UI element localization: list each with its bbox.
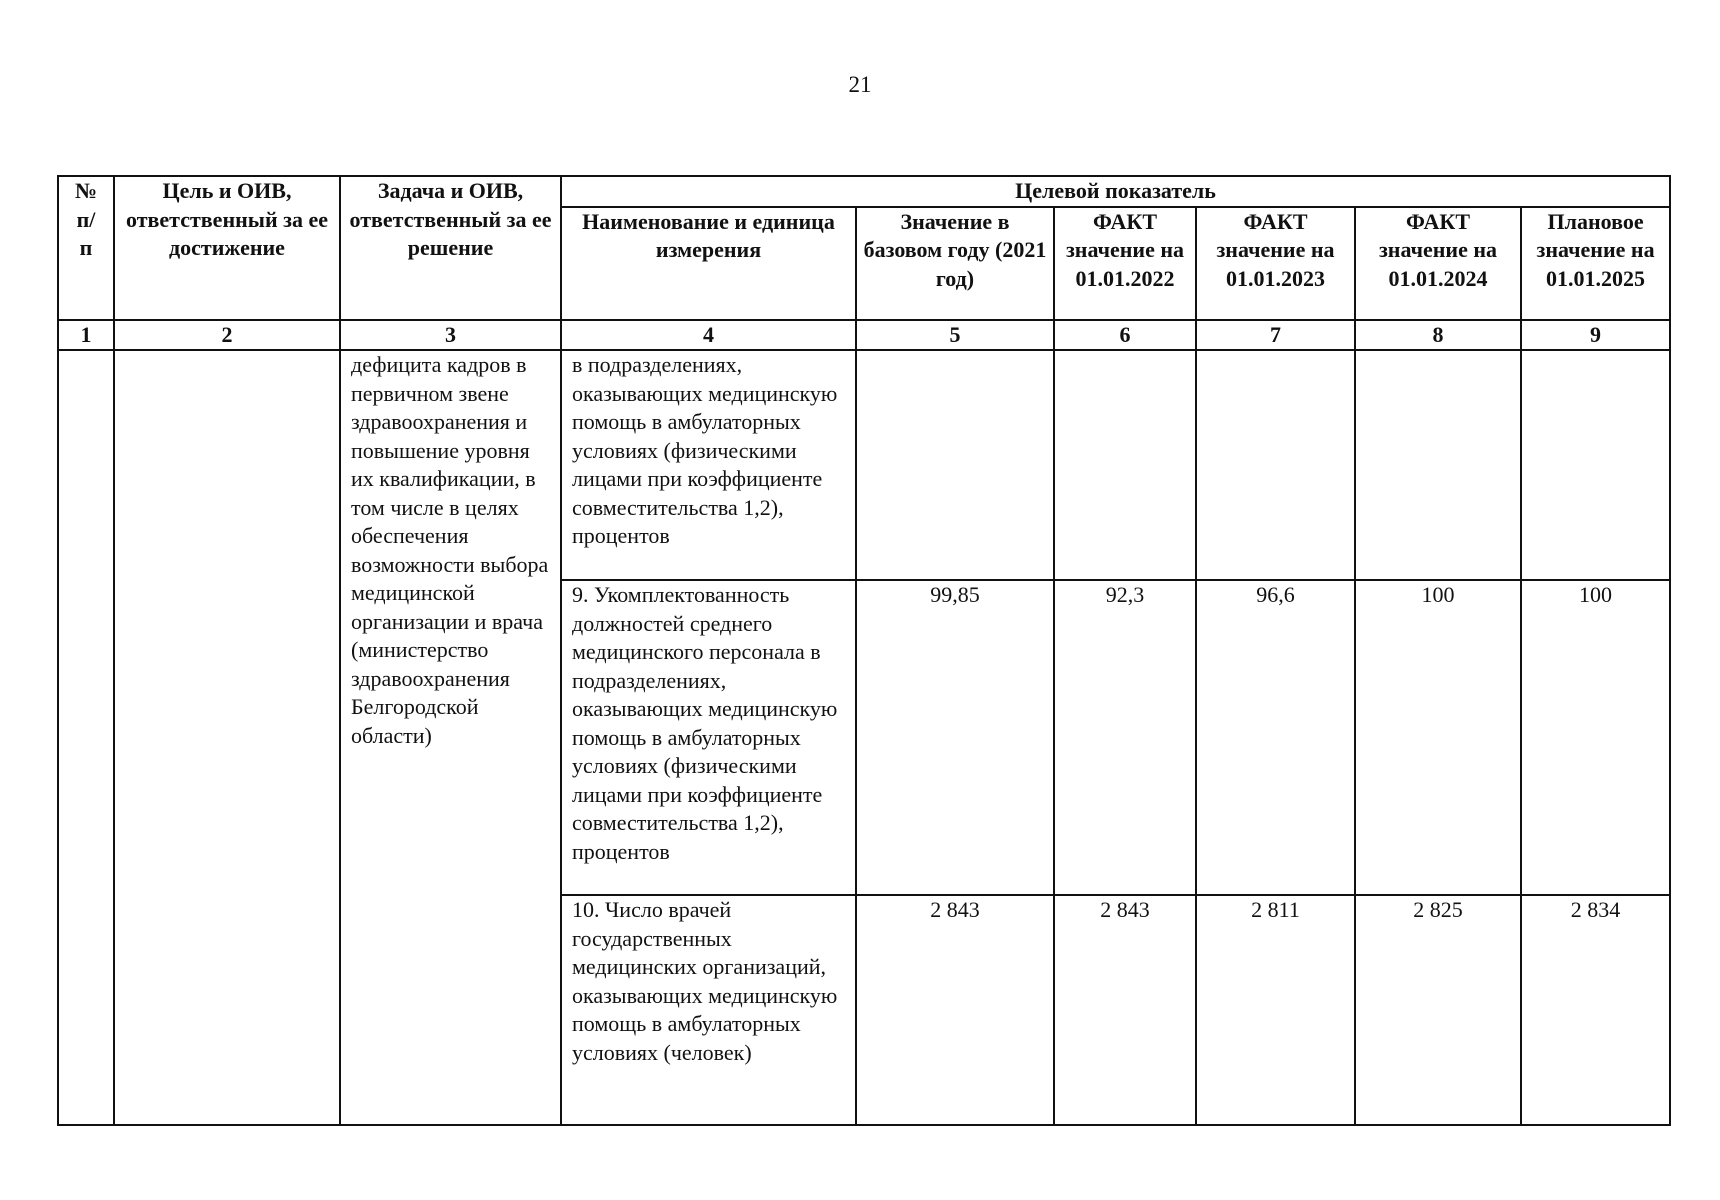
column-index: 2 (114, 320, 340, 350)
table-row (58, 350, 1670, 580)
plan-2025-cell: 2 834 (1521, 895, 1670, 1125)
plan-2025-cell (1521, 350, 1670, 580)
header-indicator-name: Наименование и единица измерения (561, 207, 856, 321)
task-cell (340, 350, 561, 1125)
fact-2024-cell (1355, 350, 1521, 580)
indicator-name-cell (561, 895, 856, 1125)
header-base-value: Значение в базовом году (2021 год) (856, 207, 1054, 321)
task-text: дефицита кадров в первичном звене здравоохранения и повышение уровня их квалификации, в том числе в целях обеспечения возможности выбора медицинской организации и врача (министерство здравоохранения Белгородской области) (351, 352, 549, 748)
header-number: № п/п (58, 176, 114, 320)
column-index: 6 (1054, 320, 1196, 350)
plan-2025-cell: 100 (1521, 580, 1670, 895)
fact-2023-cell: 96,6 (1196, 580, 1355, 895)
column-index: 8 (1355, 320, 1521, 350)
header-plan-2025: Плановое значение на 01.01.2025 (1521, 207, 1670, 321)
header-target-indicator: Целевой показатель (561, 176, 1670, 207)
goal-cell (114, 350, 340, 1125)
fact-2023-cell: 2 811 (1196, 895, 1355, 1125)
indicator-name-cell (561, 580, 856, 895)
header-fact-2024: ФАКТ значение на 01.01.2024 (1355, 207, 1521, 321)
column-index-row (58, 320, 1670, 350)
header-task: Задача и ОИВ, ответственный за ее решение (340, 176, 561, 320)
column-index: 4 (561, 320, 856, 350)
header-fact-2022: ФАКТ значение на 01.01.2022 (1054, 207, 1196, 321)
column-index: 3 (340, 320, 561, 350)
column-index: 9 (1521, 320, 1670, 350)
base-value-cell (856, 350, 1054, 580)
column-index: 1 (58, 320, 114, 350)
indicator-name-cell (561, 350, 856, 580)
column-index: 5 (856, 320, 1054, 350)
number-cell (58, 350, 114, 1125)
fact-2024-cell: 2 825 (1355, 895, 1521, 1125)
fact-2024-cell: 100 (1355, 580, 1521, 895)
header-fact-2023: ФАКТ значение на 01.01.2023 (1196, 207, 1355, 321)
base-value-cell: 99,85 (856, 580, 1054, 895)
indicator-name: 10. Число врачей государственных медицинских организаций, оказывающих медицинскую помощь в амбулаторных условиях (человек) (572, 897, 838, 1065)
fact-2022-cell (1054, 350, 1196, 580)
header-row-1 (58, 176, 1670, 207)
base-value-cell: 2 843 (856, 895, 1054, 1125)
fact-2023-cell (1196, 350, 1355, 580)
indicator-name: 9. Укомплектованность должностей среднего медицинского персонала в подразделениях, оказывающих медицинскую помощь в амбулаторных условиях (физическими лицами при коэффициенте совместительства 1,2), процентов (572, 582, 838, 864)
fact-2022-cell: 2 843 (1054, 895, 1196, 1125)
fact-2022-cell: 92,3 (1054, 580, 1196, 895)
column-index: 7 (1196, 320, 1355, 350)
indicator-name: в подразделениях, оказывающих медицинскую помощь в амбулаторных условиях (физическими лицами при коэффициенте совместительства 1,2), процентов (572, 352, 838, 548)
header-goal: Цель и ОИВ, ответственный за ее достижение (114, 176, 340, 320)
page-number: 21 (848, 72, 872, 97)
target-indicators-table (57, 175, 1671, 1126)
